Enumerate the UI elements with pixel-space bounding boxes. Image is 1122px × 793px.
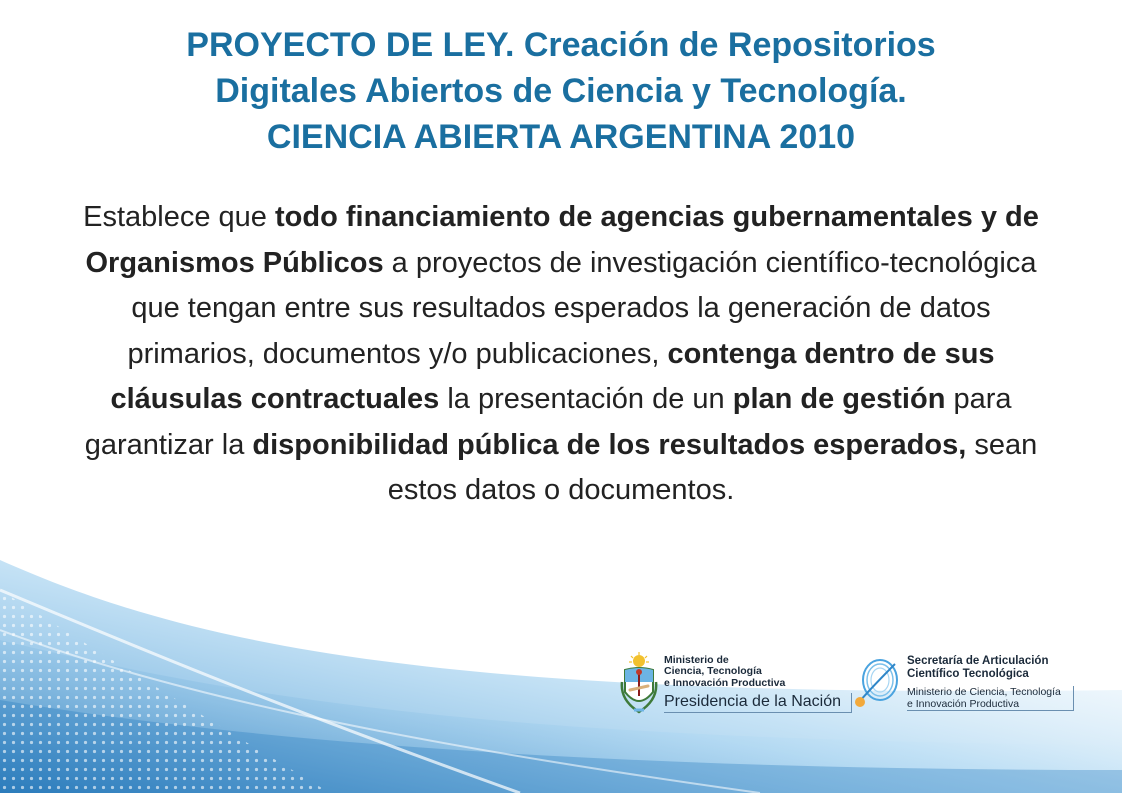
ministerio-line-4: Presidencia de la Nación <box>664 693 852 713</box>
secretaria-line-4: e Innovación Productiva <box>907 698 1020 710</box>
title-line-2: Digitales Abiertos de Ciencia y Tecnología. <box>215 72 907 110</box>
body-seg-9: sean estos datos o documentos. <box>387 428 1038 506</box>
body-seg-6: plan de gestión <box>732 383 946 415</box>
ministerio-logo <box>620 652 852 716</box>
secretaria-line-1: Secretaría de Articulación <box>907 655 1049 667</box>
slide-title <box>40 22 1082 160</box>
title-line-3: CIENCIA ABIERTA ARGENTINA 2010 <box>266 118 856 156</box>
ministerio-line-1: Ministerio de <box>664 653 729 666</box>
body-seg-5: la presentación de un <box>439 383 733 415</box>
ministerio-text <box>664 655 852 714</box>
body-seg-7: para garantizar la <box>84 383 1012 461</box>
secretaria-logo <box>853 655 1074 712</box>
body-seg-4: contenga dentro de sus cláusulas contractuales <box>110 337 995 415</box>
body-seg-8: disponibilidad pública de los resultados esperados, <box>252 428 967 461</box>
body-seg-1: Establece que <box>83 201 275 233</box>
body-seg-3: a proyectos de investigación científico-tecnológica que tengan entre sus resultados esperados la generación de datos primarios, documentos y/o publicaciones, <box>127 246 1037 370</box>
body-paragraph <box>66 195 1056 514</box>
ministerio-line-2: Ciencia, Tecnología <box>664 665 762 678</box>
argentina-coat-of-arms-icon <box>620 652 658 716</box>
secretaria-orbit-icon <box>853 656 901 712</box>
secretaria-text <box>907 655 1074 712</box>
title-line-1: PROYECTO DE LEY. Creación de Repositorios <box>186 26 936 64</box>
body-seg-2: todo financiamiento de agencias gubernamentales y de Organismos Públicos <box>85 201 1039 279</box>
secretaria-subtitle <box>907 686 1074 711</box>
secretaria-line-2: Científico Tecnológica <box>907 668 1029 680</box>
secretaria-line-3: Ministerio de Ciencia, Tecnología <box>907 686 1061 698</box>
ministerio-line-3: e Innovación Productiva <box>664 676 786 689</box>
